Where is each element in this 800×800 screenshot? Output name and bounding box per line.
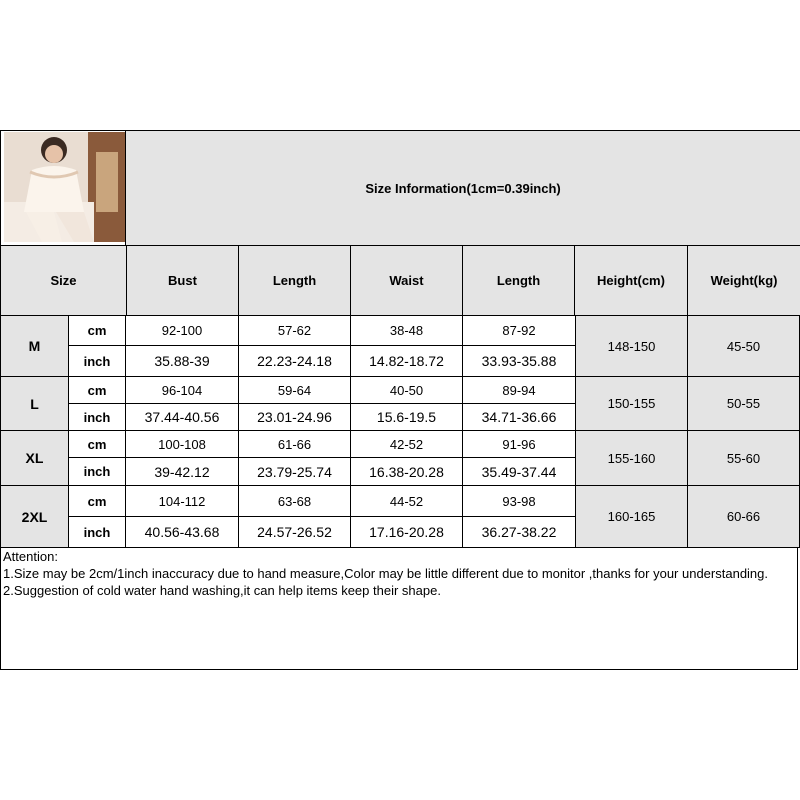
product-photo	[4, 132, 126, 242]
unit-cm: cm	[68, 315, 126, 346]
unit-cm: cm	[68, 430, 126, 458]
size-info-title: Size Information(1cm=0.39inch)	[126, 131, 800, 246]
size-label: M	[0, 315, 69, 377]
cell-weight: 50-55	[687, 376, 800, 431]
cell-length: 24.57-26.52	[238, 516, 351, 548]
cell-waist: 15.6-19.5	[350, 403, 463, 431]
cell-weight: 55-60	[687, 430, 800, 486]
cell-weight: 45-50	[687, 315, 800, 377]
size-label: XL	[0, 430, 69, 486]
header-length-2: Length	[463, 246, 575, 316]
header-size: Size	[1, 246, 127, 316]
cell-bust: 96-104	[125, 376, 239, 404]
cell-bust: 37.44-40.56	[125, 403, 239, 431]
header-height: Height(cm)	[575, 246, 688, 316]
size-label: 2XL	[0, 485, 69, 548]
cell-waist: 16.38-20.28	[350, 457, 463, 486]
attention-notes	[0, 548, 798, 670]
cell-height: 155-160	[575, 430, 688, 486]
cell-waist: 42-52	[350, 430, 463, 458]
cell-length-2: 34.71-36.66	[462, 403, 576, 431]
cell-waist: 40-50	[350, 376, 463, 404]
header-bust: Bust	[127, 246, 239, 316]
cell-length-2: 89-94	[462, 376, 576, 404]
attention-note-2: 2.Suggestion of cold water hand washing,it can help items keep their shape.	[3, 583, 441, 598]
cell-length: 23.01-24.96	[238, 403, 351, 431]
cell-length-2: 33.93-35.88	[462, 345, 576, 377]
cell-bust: 100-108	[125, 430, 239, 458]
unit-cm: cm	[68, 376, 126, 404]
cell-length: 23.79-25.74	[238, 457, 351, 486]
cell-length-2: 87-92	[462, 315, 576, 346]
unit-inch: inch	[68, 403, 126, 431]
cell-length: 61-66	[238, 430, 351, 458]
cell-bust: 104-112	[125, 485, 239, 517]
header-length: Length	[239, 246, 351, 316]
attention-heading: Attention:	[3, 549, 58, 564]
cell-bust: 40.56-43.68	[125, 516, 239, 548]
cell-length-2: 91-96	[462, 430, 576, 458]
size-rows	[0, 315, 800, 547]
header-weight: Weight(kg)	[688, 246, 800, 316]
cell-length-2: 36.27-38.22	[462, 516, 576, 548]
product-photo-cell	[1, 131, 126, 246]
cell-length: 57-62	[238, 315, 351, 346]
cell-length-2: 93-98	[462, 485, 576, 517]
attention-note-1: 1.Size may be 2cm/1inch inaccuracy due to hand measure,Color may be little different due to monitor ,thanks for your understanding.	[3, 566, 769, 581]
cell-waist: 44-52	[350, 485, 463, 517]
cell-length: 63-68	[238, 485, 351, 517]
cell-length-2: 35.49-37.44	[462, 457, 576, 486]
unit-inch: inch	[68, 457, 126, 486]
size-table	[0, 130, 800, 316]
cell-waist: 14.82-18.72	[350, 345, 463, 377]
cell-height: 160-165	[575, 485, 688, 548]
cell-bust: 92-100	[125, 315, 239, 346]
cell-weight: 60-66	[687, 485, 800, 548]
cell-bust: 39-42.12	[125, 457, 239, 486]
unit-inch: inch	[68, 345, 126, 377]
header-waist: Waist	[351, 246, 463, 316]
cell-length: 22.23-24.18	[238, 345, 351, 377]
cell-bust: 35.88-39	[125, 345, 239, 377]
cell-length: 59-64	[238, 376, 351, 404]
cell-waist: 38-48	[350, 315, 463, 346]
unit-cm: cm	[68, 485, 126, 517]
size-label: L	[0, 376, 69, 431]
cell-waist: 17.16-20.28	[350, 516, 463, 548]
unit-inch: inch	[68, 516, 126, 548]
cell-height: 150-155	[575, 376, 688, 431]
cell-height: 148-150	[575, 315, 688, 377]
